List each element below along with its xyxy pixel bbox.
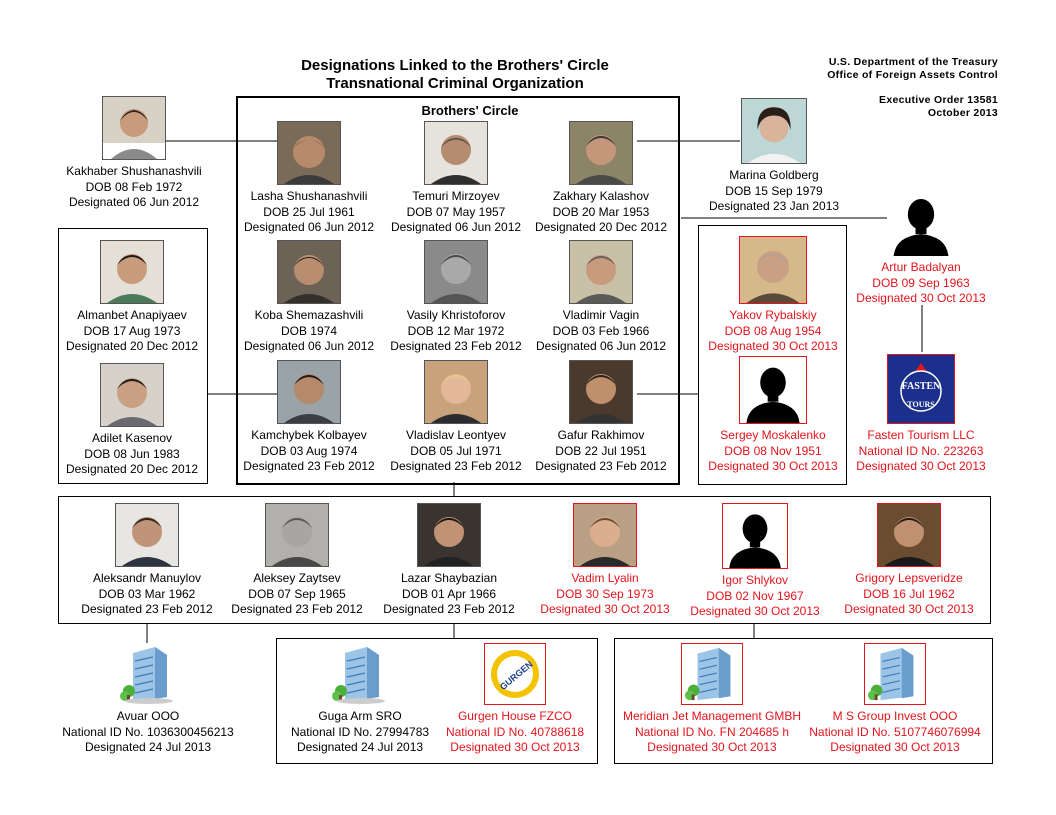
company-designated: Designated 24 Jul 2013: [84, 740, 212, 754]
person-designated: Designated 30 Oct 2013: [708, 339, 838, 353]
person-designated: Designated 30 Oct 2013: [708, 459, 838, 473]
person-name: Zakhary Kalashov: [552, 189, 650, 203]
company-designated: Designated 30 Oct 2013: [450, 740, 580, 754]
company-id: National ID No. 5107746076994: [809, 724, 981, 739]
person-designated: Designated 23 Feb 2012: [231, 602, 363, 616]
gurgen-house-logo: [484, 643, 546, 705]
person-dob: DOB 08 Nov 1951: [724, 443, 822, 458]
person-photo: [265, 503, 329, 567]
order-line2: October 2013: [927, 107, 998, 119]
person-card-artur[interactable]: [841, 188, 1001, 307]
person-dob: DOB 20 Mar 1953: [552, 204, 650, 219]
person-designated: Designated 06 Jun 2012: [68, 195, 200, 209]
person-name: Lasha Shushanashvili: [250, 189, 368, 203]
chart-title-line1: Designations Linked to the Brothers' Circle: [301, 57, 609, 74]
person-dob: DOB 1974: [280, 323, 338, 338]
chart-title: [225, 57, 685, 93]
person-designated: Designated 23 Feb 2012: [390, 459, 522, 473]
brothers-circle-label: Brothers' Circle: [421, 103, 519, 118]
person-photo: [277, 240, 341, 304]
agency-line1: U.S. Department of the Treasury: [828, 56, 998, 68]
person-photo: [100, 363, 164, 427]
person-designated: Designated 06 Jun 2012: [535, 339, 667, 353]
silhouette-icon: [887, 188, 955, 256]
company-designated: Designated 24 Jul 2013: [296, 740, 424, 754]
person-dob: DOB 22 Jul 1951: [555, 443, 647, 458]
person-card-sergey[interactable]: [693, 356, 853, 475]
person-card-aleksey[interactable]: [217, 503, 377, 618]
person-dob: DOB 05 Jul 1971: [410, 443, 502, 458]
company-name: Avuar OOO: [116, 709, 180, 723]
person-photo: [741, 98, 807, 164]
person-photo: [739, 236, 807, 304]
person-designated: Designated 23 Feb 2012: [243, 459, 375, 473]
person-photo: [424, 121, 488, 185]
person-dob: DOB 08 Feb 1972: [85, 179, 183, 194]
person-designated: Designated 06 Jun 2012: [243, 220, 375, 234]
person-designated: Designated 20 Dec 2012: [65, 339, 199, 353]
company-designated: Designated 30 Oct 2013: [856, 459, 986, 473]
person-designated: Designated 30 Oct 2013: [540, 602, 670, 616]
person-dob: DOB 03 Aug 1974: [260, 443, 358, 458]
building-icon: [864, 643, 926, 705]
person-name: Lazar Shaybazian: [400, 571, 498, 585]
person-designated: Designated 20 Dec 2012: [534, 220, 668, 234]
person-photo: [417, 503, 481, 567]
person-name: Kakhaber Shushanashvili: [66, 164, 202, 178]
order-block: [879, 94, 998, 120]
person-name: Almanbet Anapiyaev: [77, 308, 187, 322]
person-card-temuri[interactable]: [376, 121, 536, 236]
company-name: Guga Arm SRO: [318, 709, 402, 723]
person-card-vadim[interactable]: [525, 503, 685, 618]
company-designated: Designated 30 Oct 2013: [830, 740, 960, 754]
person-card-igor[interactable]: [675, 503, 835, 620]
person-card-gafur[interactable]: [521, 360, 681, 475]
person-designated: Designated 06 Jun 2012: [390, 220, 522, 234]
company-card-avuar[interactable]: [48, 643, 248, 756]
silhouette-icon: [739, 356, 807, 424]
order-line1: Executive Order 13581: [879, 94, 998, 106]
person-name: Temuri Mirzoyev: [412, 189, 500, 203]
person-name: Vasily Khristoforov: [406, 308, 506, 322]
company-card-fasten[interactable]: [841, 354, 1001, 475]
company-id: National ID No. FN 204685 h: [634, 724, 790, 739]
person-card-yakov[interactable]: [693, 236, 853, 355]
company-card-meridian[interactable]: [616, 643, 808, 756]
person-name: Gafur Rakhimov: [557, 428, 645, 442]
person-dob: DOB 17 Aug 1973: [83, 323, 181, 338]
person-card-koba[interactable]: [229, 240, 389, 355]
person-dob: DOB 25 Jul 1961: [263, 204, 355, 219]
company-card-gurgen[interactable]: [436, 643, 594, 756]
person-dob: DOB 03 Feb 1966: [552, 323, 650, 338]
person-photo: [277, 121, 341, 185]
person-dob: DOB 16 Jul 1962: [863, 586, 955, 601]
person-photo: [100, 240, 164, 304]
building-icon: [681, 643, 743, 705]
person-name: Koba Shemazashvili: [254, 308, 364, 322]
person-photo: [569, 240, 633, 304]
person-name: Vladimir Vagin: [562, 308, 640, 322]
building-icon: [117, 643, 179, 705]
person-designated: Designated 23 Feb 2012: [81, 602, 213, 616]
person-dob: DOB 30 Sep 1973: [556, 586, 654, 601]
person-designated: Designated 23 Feb 2012: [383, 602, 515, 616]
company-name: M S Group Invest OOO: [832, 709, 958, 723]
company-designated: Designated 30 Oct 2013: [647, 740, 777, 754]
person-name: Aleksey Zaytsev: [253, 571, 341, 585]
person-name: Vadim Lyalin: [571, 571, 639, 585]
person-dob: DOB 12 Mar 1972: [407, 323, 505, 338]
person-name: Vladislav Leontyev: [405, 428, 507, 442]
person-dob: DOB 01 Apr 1966: [401, 586, 497, 601]
person-card-zakhary[interactable]: [521, 121, 681, 236]
person-name: Adilet Kasenov: [91, 431, 173, 445]
person-card-kakhaber[interactable]: [54, 96, 214, 211]
company-id: National ID No. 40788618: [445, 724, 585, 739]
person-dob: DOB 07 May 1957: [406, 204, 506, 219]
person-designated: Designated 23 Feb 2012: [390, 339, 522, 353]
person-designated: Designated 06 Jun 2012: [243, 339, 375, 353]
person-card-adilet[interactable]: [52, 363, 212, 478]
agency-line2: Office of Foreign Assets Control: [827, 69, 998, 81]
person-photo: [569, 121, 633, 185]
person-name: Marina Goldberg: [729, 168, 819, 182]
person-card-lasha[interactable]: [229, 121, 389, 236]
person-name: Sergey Moskalenko: [720, 428, 826, 442]
agency-block: [827, 56, 998, 82]
person-dob: DOB 02 Nov 1967: [706, 588, 804, 603]
chart-title-line2: Transnational Criminal Organization: [326, 75, 584, 92]
company-name: Fasten Tourism LLC: [867, 428, 975, 442]
person-name: Kamchybek Kolbayev: [251, 428, 367, 442]
person-dob: DOB 08 Jun 1983: [84, 446, 180, 461]
person-photo: [424, 240, 488, 304]
person-card-vasily[interactable]: [376, 240, 536, 355]
company-name: Gurgen House FZCO: [457, 709, 573, 723]
person-photo: [102, 96, 166, 160]
company-id: National ID No. 223263: [858, 443, 984, 458]
person-photo: [277, 360, 341, 424]
person-dob: DOB 07 Sep 1965: [248, 586, 346, 601]
person-card-almanbet[interactable]: [52, 240, 212, 355]
person-dob: DOB 15 Sep 1979: [725, 183, 823, 198]
person-designated: Designated 23 Feb 2012: [535, 459, 667, 473]
company-id: National ID No. 27994783: [290, 724, 430, 739]
person-designated: Designated 30 Oct 2013: [844, 602, 974, 616]
silhouette-icon: [722, 503, 788, 569]
person-card-kamchybek[interactable]: [229, 360, 389, 475]
company-name: Meridian Jet Management GMBH: [622, 709, 802, 723]
person-photo: [424, 360, 488, 424]
company-card-guga[interactable]: [280, 643, 440, 756]
building-icon: [329, 643, 391, 705]
person-designated: Designated 23 Jan 2013: [708, 199, 840, 213]
person-dob: DOB 03 Mar 1962: [98, 586, 196, 601]
person-name: Igor Shlykov: [721, 573, 789, 587]
company-card-ms-group[interactable]: [800, 643, 990, 756]
person-card-lazar[interactable]: [369, 503, 529, 618]
person-card-marina[interactable]: [694, 98, 854, 215]
person-dob: DOB 08 Aug 1954: [724, 323, 822, 338]
person-photo: [573, 503, 637, 567]
person-designated: Designated 30 Oct 2013: [856, 291, 986, 305]
person-designated: Designated 20 Dec 2012: [65, 462, 199, 476]
person-name: Aleksandr Manuylov: [92, 571, 202, 585]
person-card-vladislav[interactable]: [376, 360, 536, 475]
person-card-grigory[interactable]: [829, 503, 989, 618]
fasten-tours-logo: [887, 354, 955, 424]
person-dob: DOB 09 Sep 1963: [872, 275, 970, 290]
person-designated: Designated 30 Oct 2013: [690, 604, 820, 618]
person-name: Grigory Lepsveridze: [855, 571, 963, 585]
company-id: National ID No. 1036300456213: [62, 724, 234, 739]
fasten-logo-top: FASTEN: [901, 381, 941, 392]
person-photo: [569, 360, 633, 424]
person-name: Artur Badalyan: [881, 260, 961, 274]
fasten-logo-bottom: TOURS: [907, 400, 935, 409]
gurgen-logo-text: GURGEN: [497, 659, 535, 693]
person-photo: [115, 503, 179, 567]
person-name: Yakov Rybalskiy: [729, 308, 817, 322]
person-photo: [877, 503, 941, 567]
person-card-vladimir[interactable]: [521, 240, 681, 355]
person-card-aleksandr[interactable]: [67, 503, 227, 618]
